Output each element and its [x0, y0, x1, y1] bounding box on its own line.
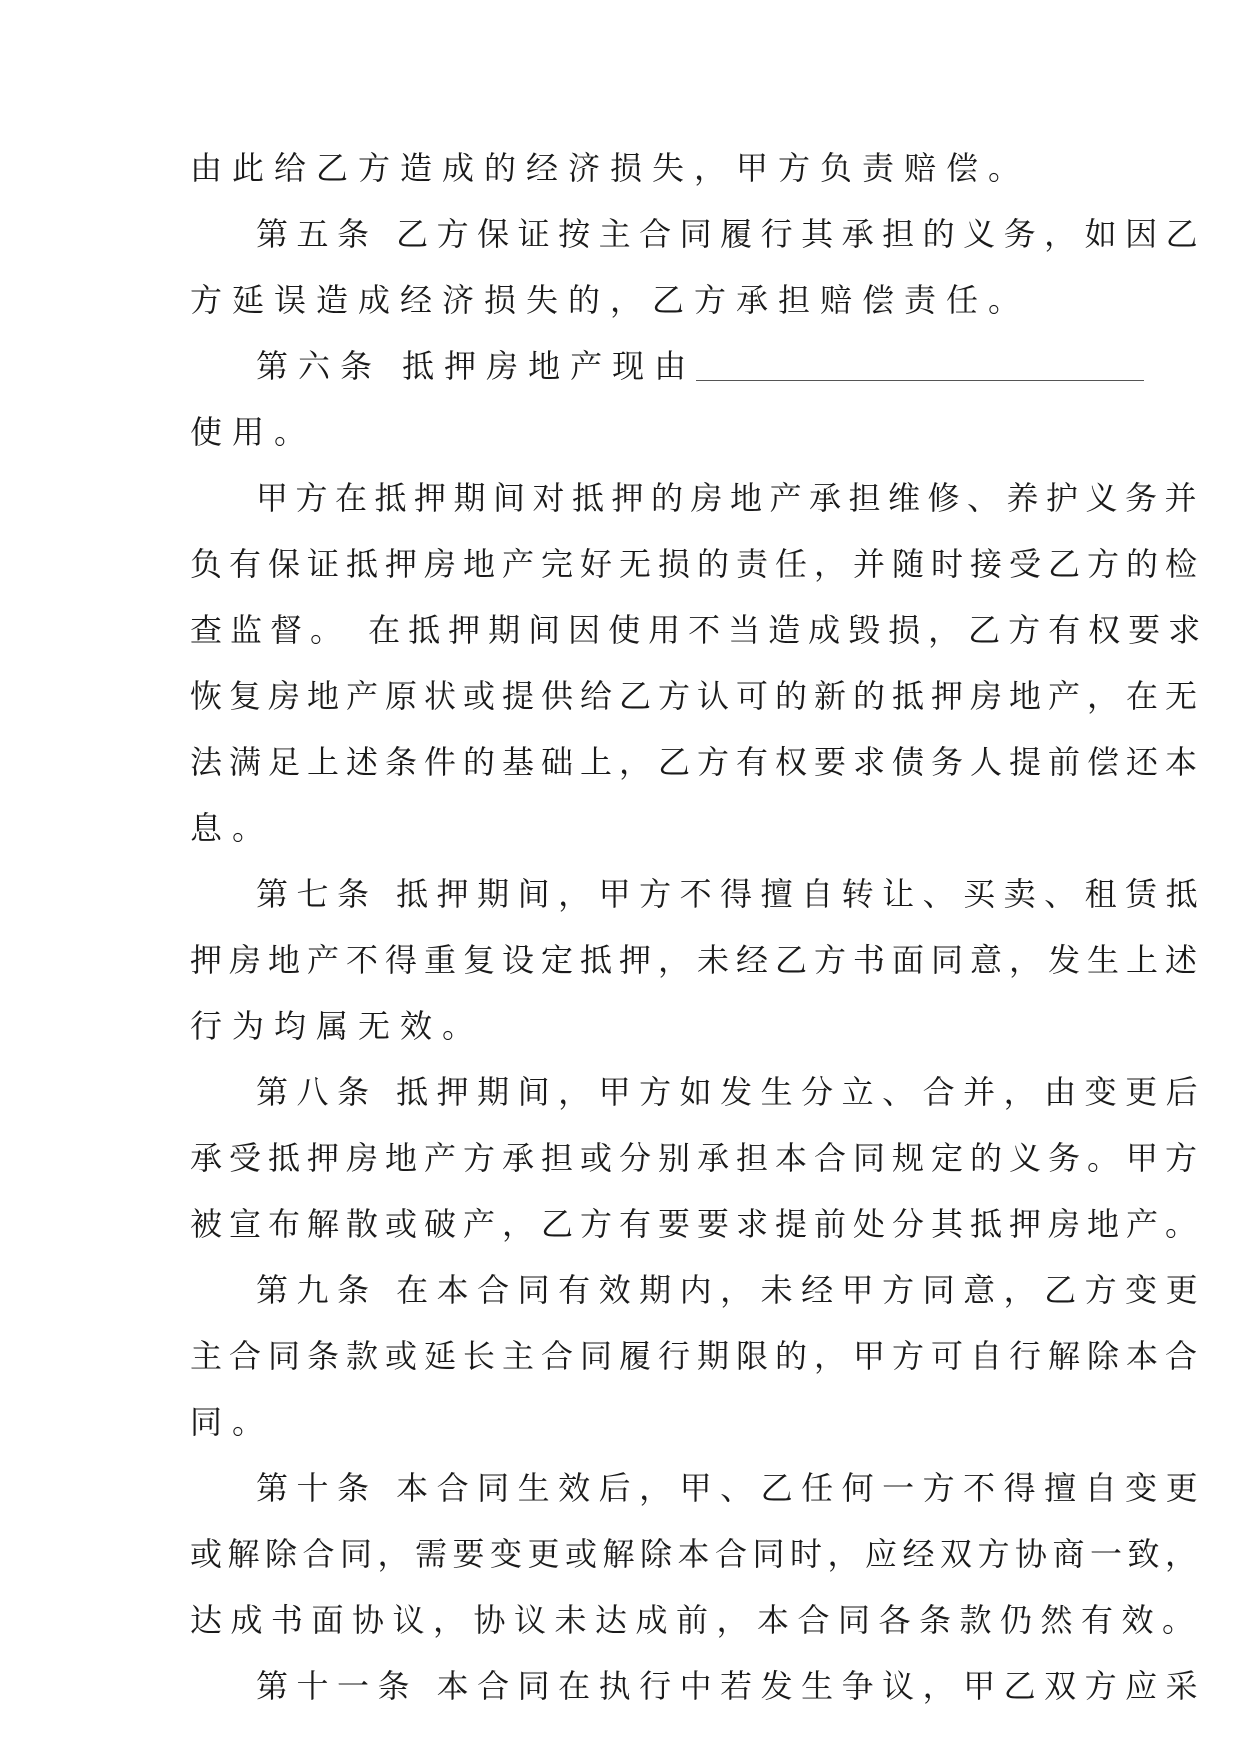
text-line: 恢复房地产原状或提供给乙方认可的新的抵押房地产，在无 — [190, 677, 1205, 715]
text-line: 查监督。 在抵押期间因使用不当造成毁损，乙方有权要求 — [190, 611, 1209, 649]
text-line: 方延误造成经济损失的，乙方承担赔偿责任。 — [190, 281, 1031, 319]
text-line: 同。 — [190, 1403, 275, 1441]
text-line: 第五条 乙方保证按主合同履行其承担的义务，如因乙 — [256, 215, 1207, 253]
text-line: 行为均属无效。 — [190, 1007, 485, 1045]
text-line: 承受抵押房地产方承担或分别承担本合同规定的义务。甲方 — [190, 1139, 1205, 1177]
text-line: 押房地产不得重复设定抵押，未经乙方书面同意，发生上述 — [190, 941, 1205, 979]
text-line: 被宣布解散或破产，乙方有要要求提前处分其抵押房地产。 — [190, 1205, 1205, 1243]
text-line: 第九条 在本合同有效期内，未经甲方同意，乙方变更 — [256, 1271, 1207, 1309]
fill-in-blank[interactable] — [696, 348, 1144, 381]
text-line: 第十条 本合同生效后，甲、乙任何一方不得擅自变更 — [256, 1469, 1207, 1507]
text-line: 由此给乙方造成的经济损失，甲方负责赔偿。 — [190, 149, 1031, 187]
text-line — [256, 346, 1144, 386]
text-line: 第八条 抵押期间，甲方如发生分立、合并，由变更后 — [256, 1073, 1207, 1111]
text-line: 息。 — [190, 809, 275, 847]
text-line: 主合同条款或延长主合同履行期限的，甲方可自行解除本合 — [190, 1337, 1205, 1375]
text-line: 第十一条 本合同在执行中若发生争议，甲乙双方应采 — [256, 1667, 1207, 1705]
text-line: 达成书面协议，协议未达成前，本合同各条款仍然有效。 — [190, 1601, 1203, 1639]
text-line: 甲方在抵押期间对抵押的房地产承担维修、养护义务并 — [256, 479, 1205, 517]
text-line-label: 第六条 抵押房地产现由 — [256, 347, 697, 385]
text-line: 第七条 抵押期间，甲方不得擅自转让、买卖、租赁抵 — [256, 875, 1207, 913]
text-line: 法满足上述条件的基础上，乙方有权要求债务人提前偿还本 — [190, 743, 1205, 781]
text-line: 或解除合同，需要变更或解除本合同时，应经双方协商一致， — [190, 1535, 1203, 1573]
text-line: 负有保证抵押房地产完好无损的责任，并随时接受乙方的检 — [190, 545, 1205, 583]
text-line: 使用。 — [190, 413, 317, 451]
